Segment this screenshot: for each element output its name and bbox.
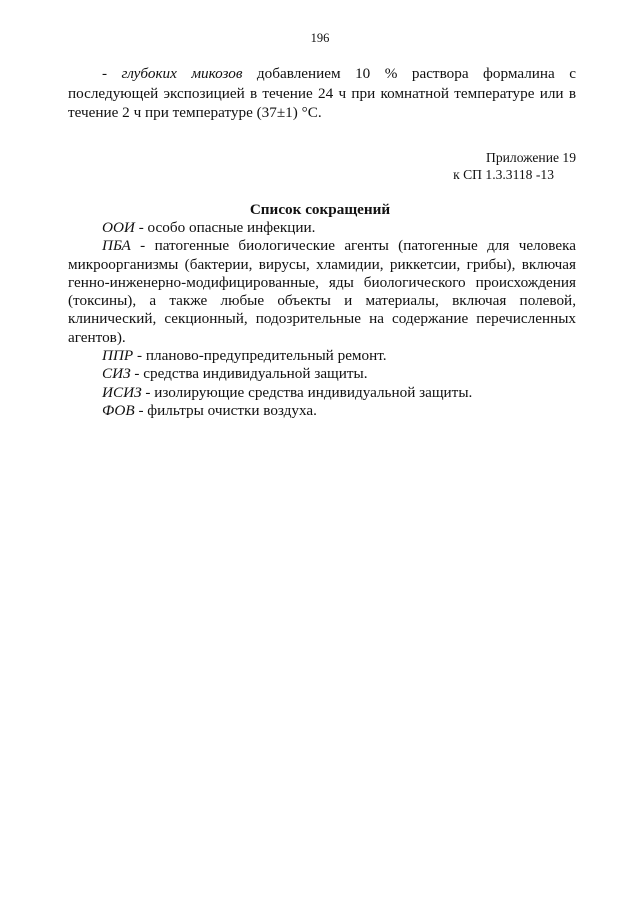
list-item	[68, 347, 576, 365]
abbreviation-definition: - патогенные биологические агенты (патогенные для человека микроорганизмы (бактерии, вирусы, хламидии, риккетсии, грибы), включая генно-инженерно-модифицированные, яды биологического происхождения (токсины), а также любые объекты и материалы, включая полевой, клинический, секционный, подозрительные на содержание перечисленных агентов).	[68, 237, 576, 346]
page-number: 196	[310, 31, 330, 45]
abbreviation-term: ИСИЗ	[102, 383, 142, 401]
abbreviation-definition: - особо опасные инфекции.	[134, 219, 316, 236]
abbreviation-term: ПБА	[102, 237, 131, 255]
abbreviation-term: ООИ	[102, 219, 135, 236]
list-item	[68, 219, 576, 237]
intro-term: - глубоких микозов	[102, 65, 243, 82]
appendix-line-2: к СП 1.3.3118 -13	[453, 166, 554, 182]
list-title: Список сокращений	[249, 201, 391, 218]
abbreviation-term: ППР	[102, 347, 134, 365]
abbreviation-definition: - планово-предупредительный ремонт.	[133, 347, 387, 365]
abbreviation-term: ФОВ	[102, 401, 135, 419]
abbreviation-definition: - изолирующие средства индивидуальной защиты.	[141, 383, 473, 401]
list-item	[68, 365, 576, 383]
list-item	[68, 402, 576, 420]
appendix-line-1: Приложение 19	[486, 150, 576, 165]
abbreviation-term: СИЗ	[102, 365, 131, 383]
abbreviation-definition: - средства индивидуальной защиты.	[130, 365, 368, 383]
list-item	[68, 237, 576, 347]
abbreviation-list	[68, 219, 576, 420]
intro-paragraph	[68, 64, 576, 123]
list-item	[68, 384, 576, 402]
intro-text: добавлением 10 % раствора формалина с последующей экспозицией в течение 24 ч при комнатной температуре или в течение 2 ч при температуре (37±1) °С.	[68, 65, 576, 121]
appendix-reference	[356, 150, 576, 183]
abbreviation-definition: - фильтры очистки воздуха.	[134, 401, 317, 419]
